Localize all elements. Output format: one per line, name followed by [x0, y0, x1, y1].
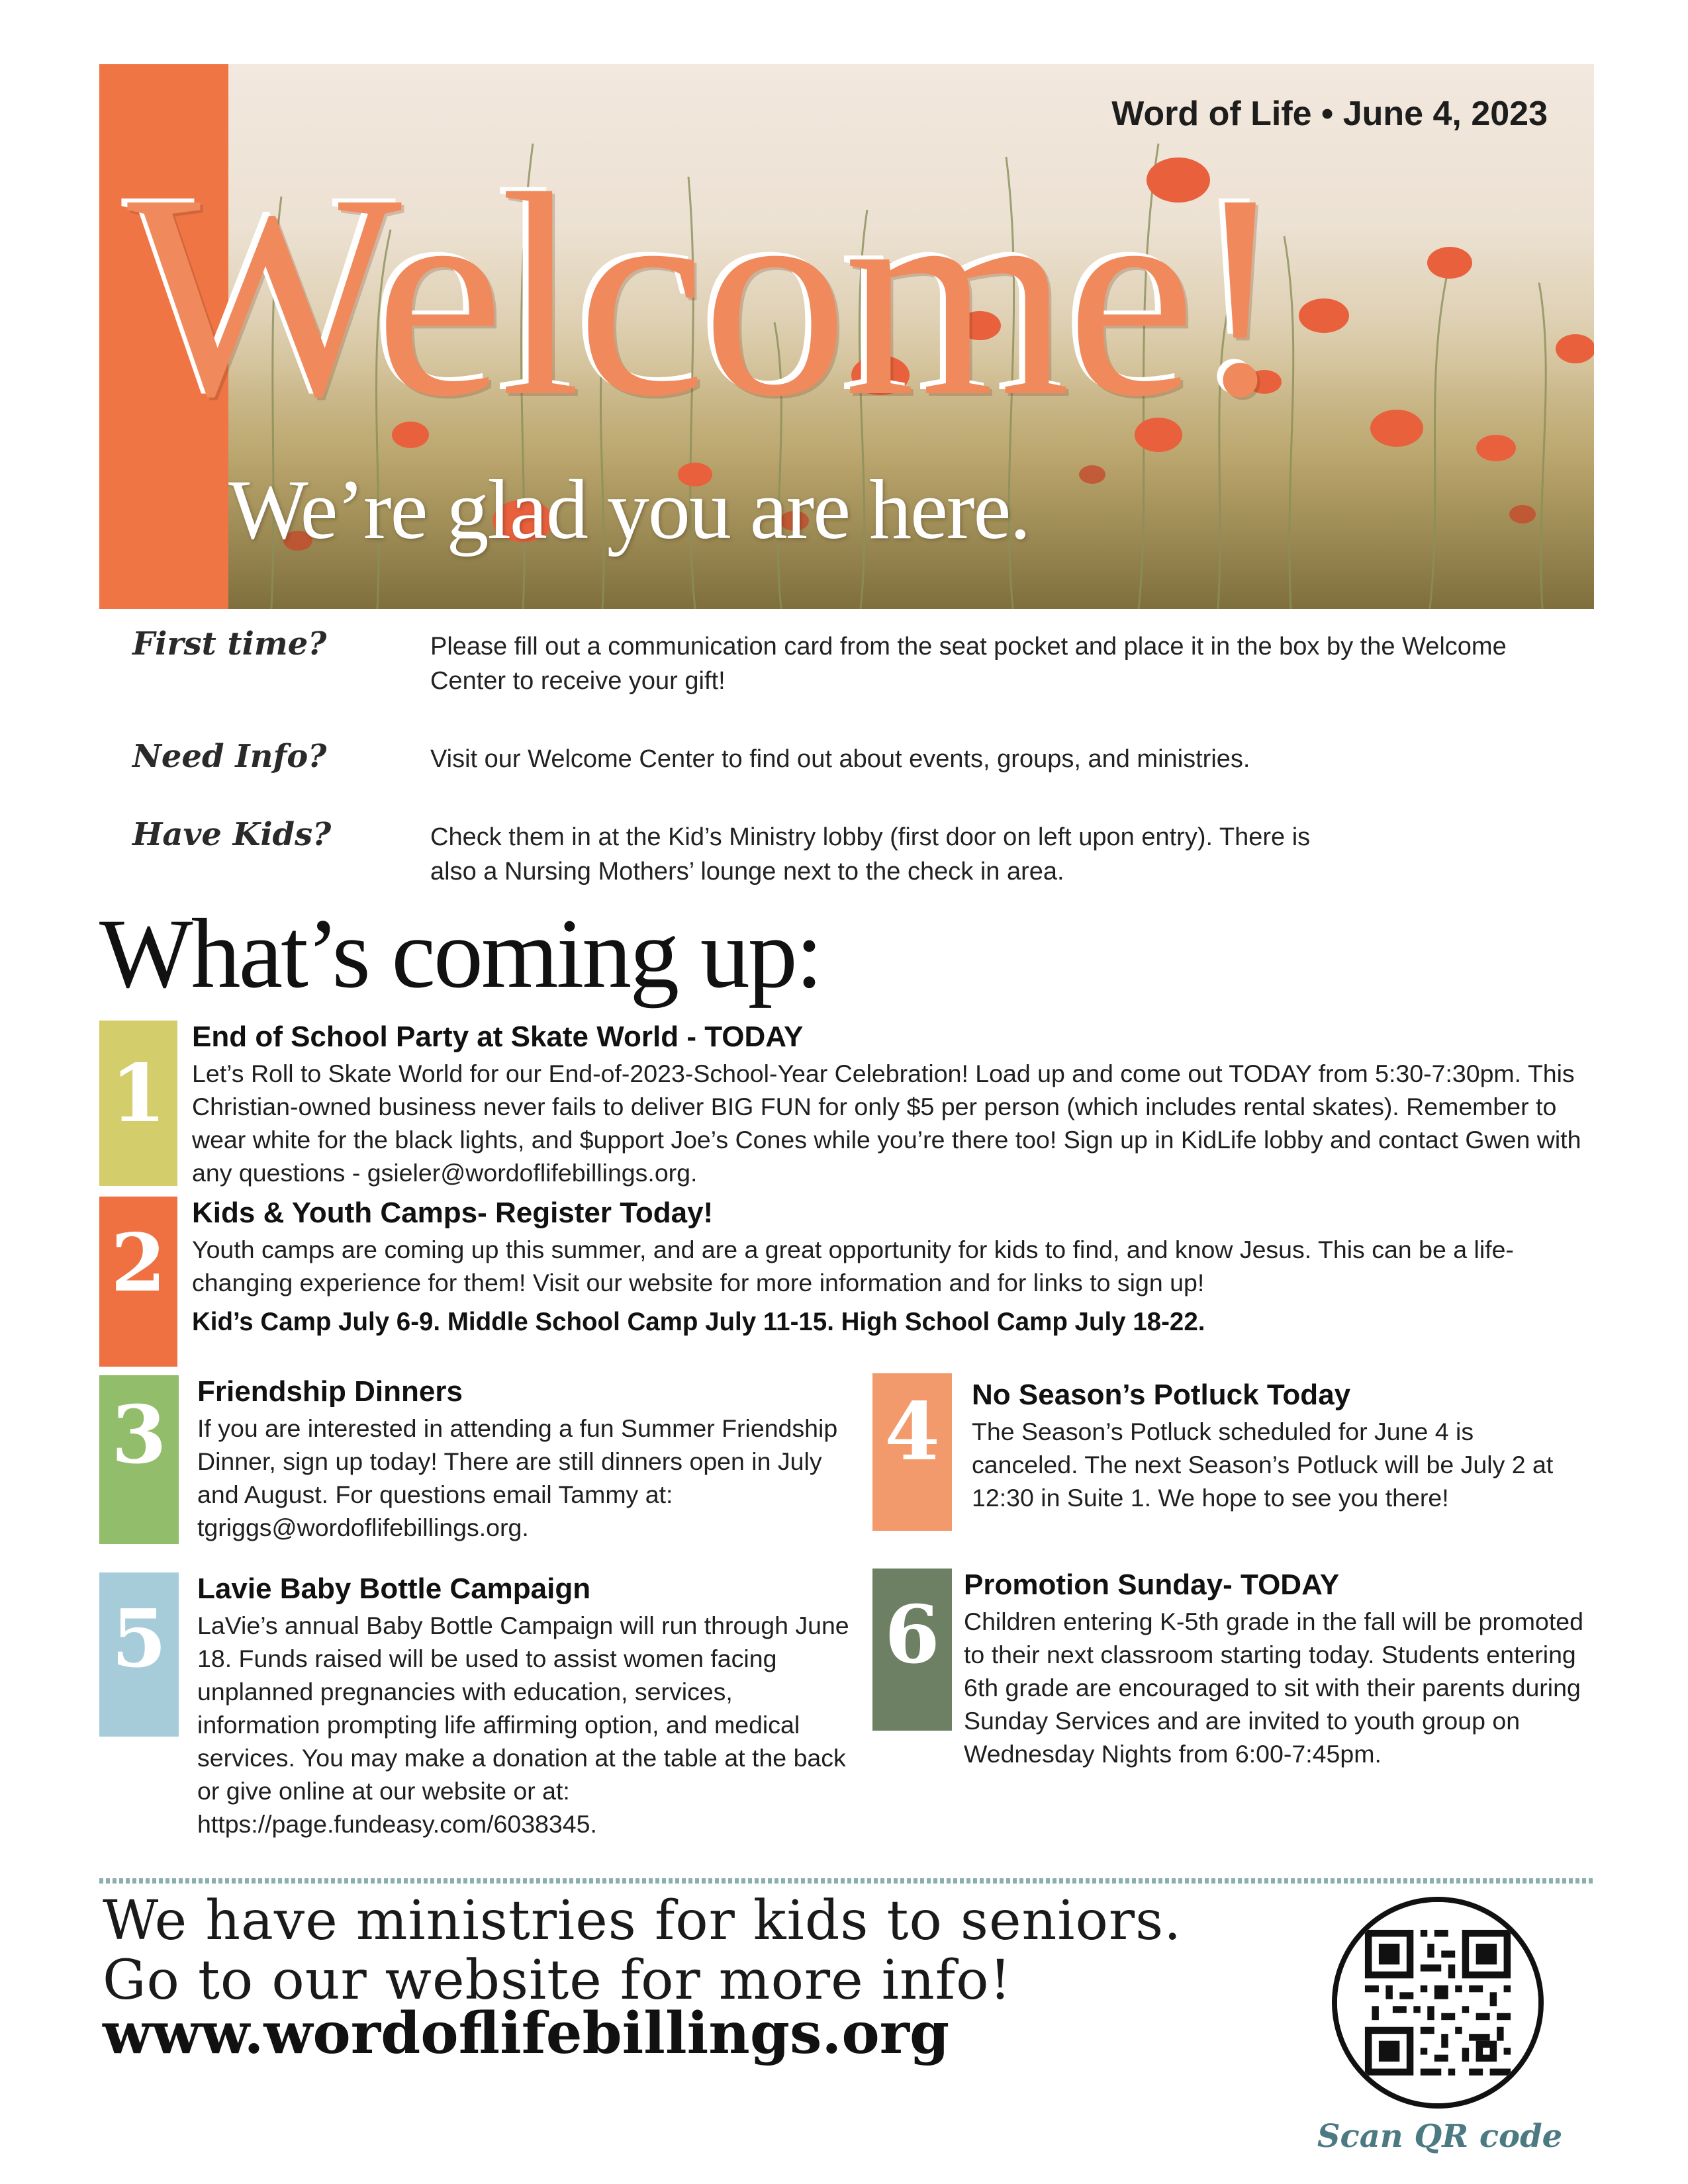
info-text: Please fill out a communication card from the seat pocket and place it in the box by the Welcome Center to receive your gift!: [430, 633, 1507, 695]
website-url[interactable]: www.wordoflifebillings.org: [103, 2000, 950, 2067]
event-number-badge: 4: [872, 1373, 952, 1531]
event-5: [99, 1572, 854, 1850]
camp-dates: Kid’s Camp July 6-9. Middle School Camp July 11-15. High School Camp July 18-22.: [192, 1308, 1205, 1336]
info-label: Have Kids?: [132, 816, 332, 853]
coming-up-heading: What’s coming up:: [99, 899, 821, 1009]
info-text: Check them in at the Kid’s Ministry lobby (first door on left upon entry). There is also a Nursing Mothers’ lounge next to the check in area.: [430, 823, 1311, 886]
ministries-line: We have ministries for kids to seniors.: [103, 1889, 1182, 1952]
qr-caption: Scan QR code: [1317, 2118, 1563, 2155]
info-label: First time?: [132, 625, 327, 662]
event-title: End of School Party at Skate World - TODAY: [192, 1021, 804, 1053]
welcome-title: Welcome!: [127, 134, 1285, 457]
footer-divider: [99, 1878, 1594, 1884]
website-prompt-line: Go to our website for more info!: [103, 1949, 1012, 2012]
event-number-badge: 5: [99, 1572, 179, 1737]
bulletin-date: Word of Life • June 4, 2023: [1111, 95, 1548, 133]
event-body: LaVie’s annual Baby Bottle Campaign will run through June 18. Funds raised will be used to assist women facing unplanned pregnancies with education, services, information prompting life affirming option, and medical services. You may make a donation at the table at the back or give online at our website or at: https://page.fundeasy.com/6038345.: [197, 1612, 849, 1838]
event-title: No Season’s Potluck Today: [972, 1379, 1351, 1411]
event-body: Children entering K-5th grade in the fall will be promoted to their next classroom starting today. Students entering 6th grade are encouraged to sit with their parents during Sunday Services and are invited to youth group on Wednesday Nights from 6:00-7:45pm.: [964, 1608, 1583, 1768]
event-body: Let’s Roll to Skate World for our End-of-2023-School-Year Celebration! Load up and come out TODAY from 5:30-7:30pm. This Christian-owned business never fails to deliver BIG FUN for only $5 per person (which includes rental skates). Remember to wear white for the black lights, and $upport Joe’s Cones while you’re there too! Sign up in KidLife lobby and contact Gwen with any questions - gsieler@wordoflifebillings.org.: [192, 1060, 1581, 1187]
hero-banner: [99, 64, 1594, 609]
event-body: The Season’s Potluck scheduled for June 4 is canceled. The next Season’s Potluck will be July 2 at 12:30 in Suite 1. We hope to see you there!: [972, 1418, 1554, 1512]
event-title: Promotion Sunday- TODAY: [964, 1569, 1340, 1601]
welcome-subtitle: We’re glad you are here.: [228, 463, 1030, 557]
event-number-badge: 3: [99, 1375, 179, 1544]
info-label: Need Info?: [132, 738, 327, 775]
event-2: [99, 1197, 1589, 1367]
event-1: [99, 1021, 1589, 1186]
event-title: Lavie Baby Bottle Campaign: [197, 1572, 591, 1605]
event-6: [872, 1569, 1587, 1813]
event-number-badge: 2: [99, 1197, 177, 1367]
event-number-badge: 1: [99, 1021, 177, 1186]
event-body: Youth camps are coming up this summer, and are a great opportunity for kids to find, and know Jesus. This can be a life-changing experience for them! Visit our website for more information and for links to sign up!: [192, 1236, 1514, 1297]
event-title: Kids & Youth Camps- Register Today!: [192, 1197, 714, 1229]
event-body: If you are interested in attending a fun Summer Friendship Dinner, sign up today! There are still dinners open in July and August. For questions email Tammy at: tgriggs@wordoflifebillings.org.: [197, 1414, 838, 1541]
info-text: Visit our Welcome Center to find out about events, groups, and ministries.: [430, 745, 1250, 773]
qr-code[interactable]: [1332, 1897, 1544, 2109]
event-number-badge: 6: [872, 1569, 952, 1731]
event-3: [99, 1375, 854, 1544]
event-title: Friendship Dinners: [197, 1375, 463, 1408]
event-4: [872, 1373, 1587, 1531]
qr-code-graphic: [1337, 1902, 1538, 2103]
